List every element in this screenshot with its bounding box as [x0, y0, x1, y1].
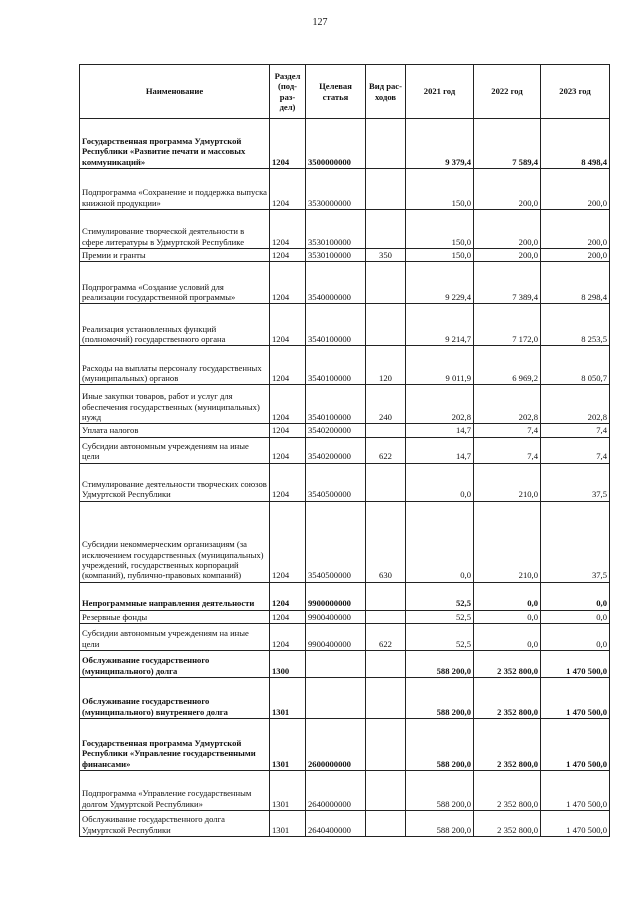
row-expense-type [366, 582, 406, 610]
row-expense-type [366, 650, 406, 677]
header-2021: 2021 год [406, 65, 474, 119]
header-target: Целевая статья [306, 65, 366, 119]
row-section: 1204 [270, 582, 306, 610]
row-section: 1204 [270, 304, 306, 346]
row-target: 3530100000 [306, 249, 366, 262]
row-2022: 7 389,4 [474, 262, 541, 304]
row-section: 1300 [270, 650, 306, 677]
row-name: Государственная программа Удмуртской Республики «Развитие печати и массовых коммуникаций» [80, 119, 270, 169]
row-2021: 9 379,4 [406, 119, 474, 169]
row-target: 3540100000 [306, 385, 366, 424]
row-target: 3540100000 [306, 304, 366, 346]
table-row [80, 262, 610, 304]
row-expense-type [366, 610, 406, 623]
row-2021: 202,8 [406, 385, 474, 424]
row-target: 9900400000 [306, 610, 366, 623]
row-section: 1204 [270, 463, 306, 501]
row-target: 3530000000 [306, 169, 366, 210]
table-row [80, 249, 610, 262]
row-2022: 2 352 800,0 [474, 770, 541, 810]
row-2023: 1 470 500,0 [541, 770, 610, 810]
row-name: Уплата налогов [80, 424, 270, 437]
row-2023: 8 298,4 [541, 262, 610, 304]
row-2021: 52,5 [406, 582, 474, 610]
table-row [80, 623, 610, 650]
table-row [80, 582, 610, 610]
table-row [80, 501, 610, 582]
row-target: 3540500000 [306, 501, 366, 582]
row-expense-type [366, 718, 406, 770]
row-expense-type [366, 770, 406, 810]
budget-table [79, 64, 610, 837]
row-2021: 588 200,0 [406, 770, 474, 810]
row-name: Обслуживание государственного (муниципального) долга [80, 650, 270, 677]
row-2021: 150,0 [406, 249, 474, 262]
row-2023: 8 498,4 [541, 119, 610, 169]
header-row [80, 65, 610, 119]
row-2021: 150,0 [406, 210, 474, 249]
row-expense-type [366, 262, 406, 304]
row-name: Стимулирование творческой деятельности в сфере литературы в Удмуртской Республике [80, 210, 270, 249]
table-row [80, 437, 610, 463]
row-target: 3540000000 [306, 262, 366, 304]
row-name: Субсидии автономным учреждениям на иные цели [80, 437, 270, 463]
row-section: 1204 [270, 385, 306, 424]
row-2023: 0,0 [541, 582, 610, 610]
row-2023: 37,5 [541, 463, 610, 501]
row-section: 1204 [270, 501, 306, 582]
row-2023: 7,4 [541, 424, 610, 437]
row-2023: 8 253,5 [541, 304, 610, 346]
row-2022: 0,0 [474, 610, 541, 623]
row-2023: 1 470 500,0 [541, 650, 610, 677]
row-2023: 1 470 500,0 [541, 810, 610, 836]
row-target: 3500000000 [306, 119, 366, 169]
row-2021: 52,5 [406, 623, 474, 650]
row-expense-type [366, 304, 406, 346]
table-row [80, 677, 610, 718]
row-expense-type: 120 [366, 346, 406, 385]
row-2023: 7,4 [541, 437, 610, 463]
row-2023: 200,0 [541, 249, 610, 262]
row-target: 2640000000 [306, 770, 366, 810]
row-name: Реализация установленных функций (полномочий) государственного органа [80, 304, 270, 346]
table-row [80, 610, 610, 623]
row-2021: 9 229,4 [406, 262, 474, 304]
row-section: 1301 [270, 810, 306, 836]
row-2022: 210,0 [474, 501, 541, 582]
row-name: Иные закупки товаров, работ и услуг для обеспечения государственных (муниципальных) нужд [80, 385, 270, 424]
row-2023: 37,5 [541, 501, 610, 582]
row-2021: 588 200,0 [406, 810, 474, 836]
row-2021: 0,0 [406, 501, 474, 582]
row-2022: 7,4 [474, 424, 541, 437]
row-2021: 52,5 [406, 610, 474, 623]
row-2022: 7,4 [474, 437, 541, 463]
row-2022: 202,8 [474, 385, 541, 424]
header-2022: 2022 год [474, 65, 541, 119]
row-2022: 0,0 [474, 582, 541, 610]
row-2021: 588 200,0 [406, 718, 474, 770]
row-2022: 2 352 800,0 [474, 718, 541, 770]
row-expense-type [366, 169, 406, 210]
row-2021: 150,0 [406, 169, 474, 210]
row-2023: 202,8 [541, 385, 610, 424]
row-2023: 0,0 [541, 623, 610, 650]
row-target: 3530100000 [306, 210, 366, 249]
row-name: Подпрограмма «Создание условий для реализации государственной программы» [80, 262, 270, 304]
row-expense-type [366, 119, 406, 169]
row-expense-type [366, 463, 406, 501]
row-name: Субсидии некоммерческим организациям (за исключением государственных (муниципальных) учреждений, государственных корпораций (компаний), публично-правовых компаний) [80, 501, 270, 582]
row-2022: 6 969,2 [474, 346, 541, 385]
row-2021: 588 200,0 [406, 650, 474, 677]
row-target: 9900000000 [306, 582, 366, 610]
row-name: Субсидии автономным учреждениям на иные цели [80, 623, 270, 650]
row-expense-type: 630 [366, 501, 406, 582]
row-name: Резервные фонды [80, 610, 270, 623]
row-name: Непрограммные направления деятельности [80, 582, 270, 610]
table-row [80, 718, 610, 770]
row-2021: 588 200,0 [406, 677, 474, 718]
row-target: 3540200000 [306, 437, 366, 463]
page-number: 127 [312, 17, 328, 28]
row-2021: 14,7 [406, 424, 474, 437]
table-row [80, 385, 610, 424]
row-section: 1301 [270, 718, 306, 770]
row-name: Государственная программа Удмуртской Республики «Управление государственными финансами» [80, 718, 270, 770]
row-section: 1204 [270, 169, 306, 210]
table-row [80, 650, 610, 677]
header-name: Наименование [80, 65, 270, 119]
row-2023: 200,0 [541, 169, 610, 210]
row-2022: 7 589,4 [474, 119, 541, 169]
row-expense-type: 350 [366, 249, 406, 262]
table-row [80, 424, 610, 437]
table-row [80, 770, 610, 810]
row-target: 3540200000 [306, 424, 366, 437]
header-expense-type: Вид рас-ходов [366, 65, 406, 119]
row-2022: 0,0 [474, 623, 541, 650]
table-row [80, 210, 610, 249]
table-row [80, 810, 610, 836]
row-section: 1204 [270, 249, 306, 262]
row-section: 1204 [270, 437, 306, 463]
row-expense-type: 622 [366, 437, 406, 463]
row-2023: 8 050,7 [541, 346, 610, 385]
table-row [80, 304, 610, 346]
row-2021: 9 214,7 [406, 304, 474, 346]
row-2022: 2 352 800,0 [474, 810, 541, 836]
row-section: 1204 [270, 610, 306, 623]
row-name: Обслуживание государственного (муниципального) внутреннего долга [80, 677, 270, 718]
row-section: 1204 [270, 346, 306, 385]
row-expense-type [366, 810, 406, 836]
row-target: 2600000000 [306, 718, 366, 770]
row-target: 2640400000 [306, 810, 366, 836]
row-2021: 0,0 [406, 463, 474, 501]
table-row [80, 346, 610, 385]
row-2022: 200,0 [474, 210, 541, 249]
row-2023: 1 470 500,0 [541, 677, 610, 718]
row-target [306, 650, 366, 677]
row-2021: 9 011,9 [406, 346, 474, 385]
header-2023: 2023 год [541, 65, 610, 119]
row-2022: 2 352 800,0 [474, 677, 541, 718]
row-expense-type: 622 [366, 623, 406, 650]
row-2023: 1 470 500,0 [541, 718, 610, 770]
row-2023: 0,0 [541, 610, 610, 623]
row-2021: 14,7 [406, 437, 474, 463]
row-name: Премии и гранты [80, 249, 270, 262]
row-name: Обслуживание государственного долга Удмуртской Республики [80, 810, 270, 836]
row-expense-type [366, 210, 406, 249]
row-target: 3540500000 [306, 463, 366, 501]
row-target: 3540100000 [306, 346, 366, 385]
table-row [80, 463, 610, 501]
row-section: 1301 [270, 770, 306, 810]
row-section: 1204 [270, 119, 306, 169]
header-section: Раздел (под-раз-дел) [270, 65, 306, 119]
row-name: Стимулирование деятельности творческих союзов Удмуртской Республики [80, 463, 270, 501]
row-section: 1204 [270, 262, 306, 304]
row-expense-type [366, 424, 406, 437]
row-section: 1204 [270, 210, 306, 249]
row-expense-type: 240 [366, 385, 406, 424]
row-name: Подпрограмма «Управление государственным долгом Удмуртской Республики» [80, 770, 270, 810]
row-section: 1301 [270, 677, 306, 718]
row-2022: 200,0 [474, 249, 541, 262]
table-row [80, 119, 610, 169]
row-section: 1204 [270, 424, 306, 437]
row-2022: 200,0 [474, 169, 541, 210]
row-2022: 210,0 [474, 463, 541, 501]
row-2023: 200,0 [541, 210, 610, 249]
row-target [306, 677, 366, 718]
row-name: Расходы на выплаты персоналу государственных (муниципальных) органов [80, 346, 270, 385]
row-name: Подпрограмма «Сохранение и поддержка выпуска книжной продукции» [80, 169, 270, 210]
row-section: 1204 [270, 623, 306, 650]
row-target: 9900400000 [306, 623, 366, 650]
row-2022: 7 172,0 [474, 304, 541, 346]
row-expense-type [366, 677, 406, 718]
row-2022: 2 352 800,0 [474, 650, 541, 677]
table-row [80, 169, 610, 210]
